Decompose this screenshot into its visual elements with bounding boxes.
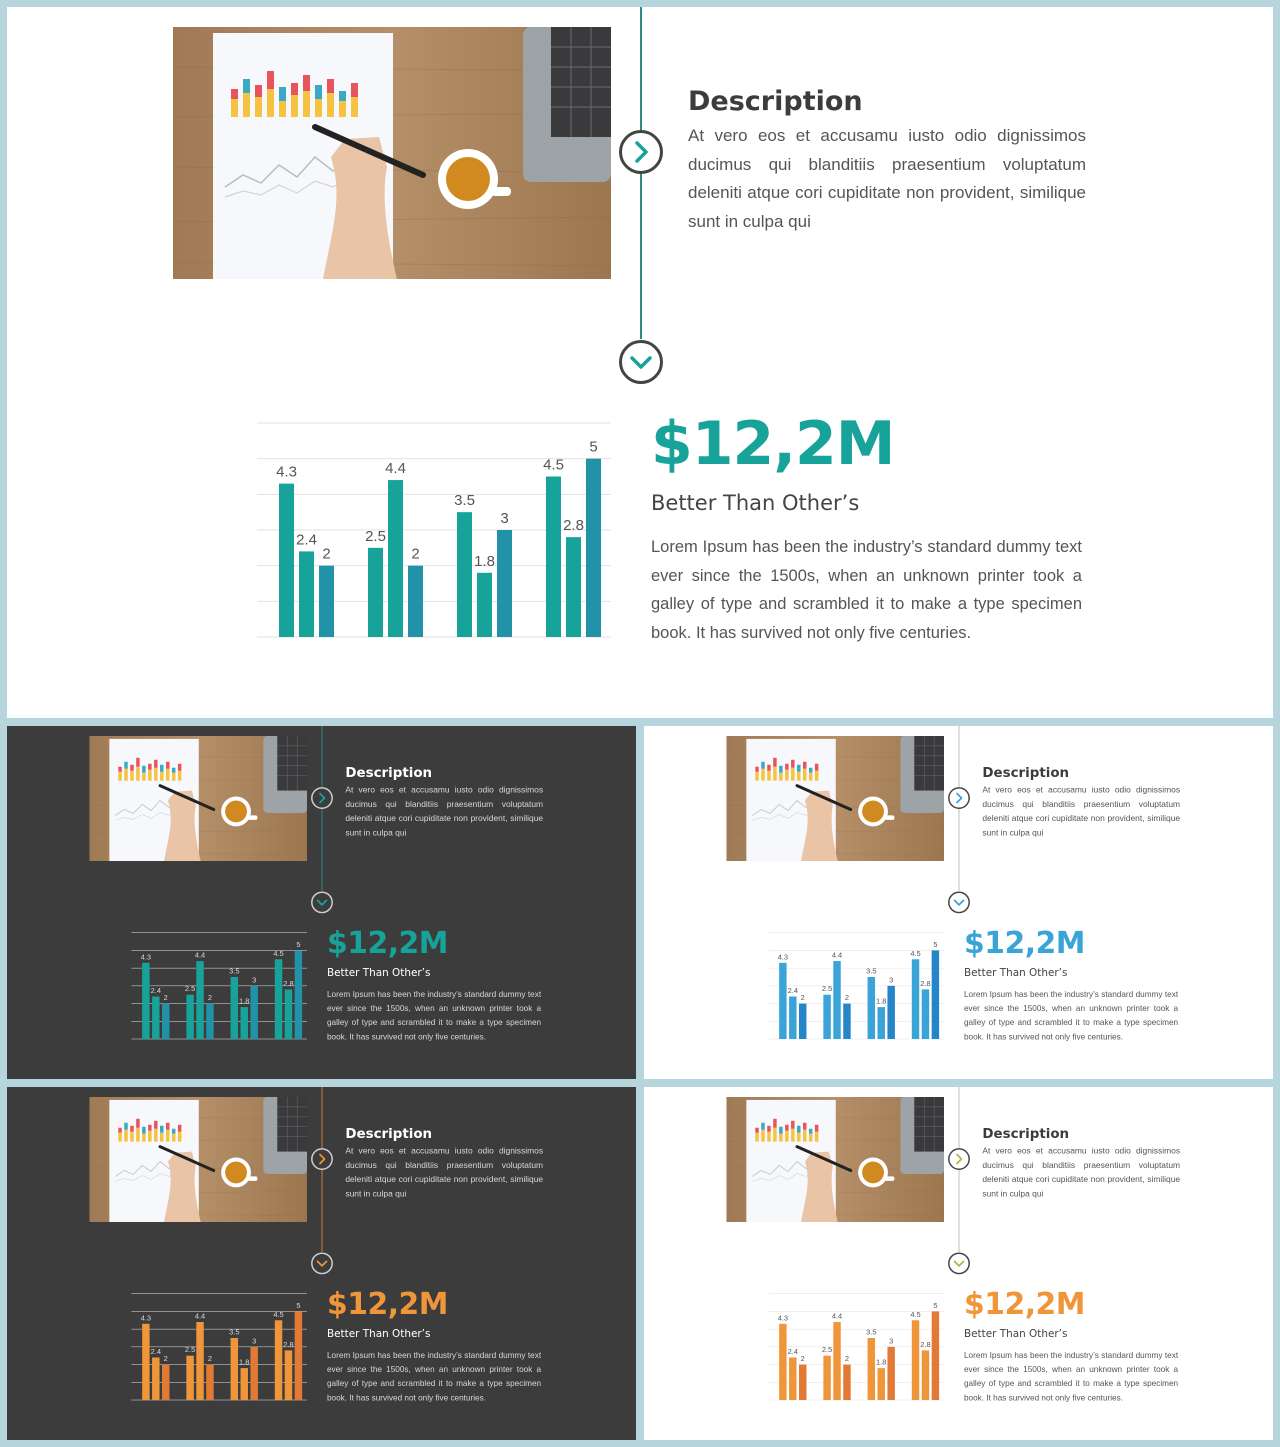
bar — [279, 484, 294, 637]
bar-value-label: 4.3 — [140, 952, 152, 962]
bar-value-label: 2 — [163, 1354, 168, 1364]
chevron-down-icon — [313, 1254, 332, 1273]
bar — [295, 1311, 302, 1400]
bar — [799, 1365, 806, 1400]
bar-value-label: 2.5 — [184, 984, 196, 994]
chevron-down-icon — [622, 343, 660, 381]
bar-value-label: 4.5 — [910, 1309, 921, 1319]
down-circle[interactable] — [311, 891, 333, 913]
photo-desk-charts — [173, 27, 611, 279]
bar — [319, 566, 334, 637]
subtitle: Better Than Other’s — [651, 491, 860, 515]
bar-value-label: 4.3 — [276, 463, 297, 481]
bar-value-label: 4.4 — [831, 1311, 843, 1321]
photo-desk-charts — [726, 1097, 944, 1222]
big-number: $12,2M — [651, 409, 895, 479]
bar-value-label: 2 — [800, 993, 805, 1003]
bar-value-label: 5 — [296, 939, 301, 949]
down-circle[interactable] — [948, 1252, 970, 1274]
bar-value-label: 1.8 — [474, 552, 495, 570]
bar-value-label: 5 — [933, 1300, 938, 1310]
bar-value-label: 2 — [844, 993, 850, 1003]
bar — [833, 1322, 840, 1400]
big-number: $12,2M — [963, 925, 1085, 961]
bar — [586, 459, 601, 637]
down-circle[interactable] — [948, 891, 970, 913]
bar-value-label: 2 — [844, 1354, 850, 1364]
next-circle[interactable] — [619, 130, 663, 174]
bar-value-label: 4.3 — [777, 952, 789, 962]
bar-value-label: 4.5 — [273, 948, 284, 958]
bar — [789, 1357, 796, 1400]
bar — [186, 995, 193, 1039]
bar — [779, 1324, 786, 1400]
bar — [206, 1365, 213, 1400]
bar-value-label: 2.5 — [821, 984, 833, 994]
bar — [932, 1311, 939, 1400]
chevron-right-icon — [313, 789, 332, 808]
bar-value-label: 2 — [207, 1354, 213, 1364]
chevron-down-icon — [950, 1254, 969, 1273]
bar — [912, 1320, 919, 1400]
slide-content — [644, 1087, 1273, 1440]
subtitle: Better Than Other’s — [326, 966, 431, 979]
bar — [912, 959, 919, 1039]
bar-value-label: 2.8 — [283, 1339, 294, 1349]
bar-value-label: 2 — [800, 1354, 805, 1364]
bar-chart — [131, 929, 307, 1043]
bar-value-label: 3.5 — [866, 1327, 877, 1337]
bar — [922, 989, 929, 1039]
bar-value-label: 2.8 — [920, 978, 931, 988]
next-circle[interactable] — [311, 787, 333, 809]
description-title: Description — [345, 1126, 433, 1142]
bar — [878, 1368, 885, 1400]
body-text: Lorem Ipsum has been the industry’s standard dummy text ever since the 1500s, when an unknown printer took a galley of type and scrambled it to make a type specimen book. It has survived not only five centuries. — [326, 1350, 542, 1403]
slide-3 — [644, 726, 1273, 1079]
bar-value-label: 5 — [296, 1300, 301, 1310]
bar — [275, 1320, 282, 1400]
chevron-right-icon — [950, 1150, 969, 1169]
bar-value-label: 3.5 — [454, 492, 475, 510]
bar-value-label: 4.3 — [777, 1313, 789, 1323]
bar — [823, 995, 830, 1039]
bar-value-label: 5 — [589, 438, 598, 456]
slide-2 — [7, 726, 636, 1079]
bar — [250, 1347, 257, 1400]
bar — [843, 1365, 850, 1400]
photo-desk-charts — [89, 736, 307, 861]
bar-value-label: 1.8 — [239, 1357, 250, 1367]
bar-value-label: 1.8 — [876, 996, 887, 1006]
bar-value-label: 3 — [252, 1336, 257, 1346]
bar-value-label: 3 — [252, 975, 257, 985]
bar-value-label: 4.4 — [194, 950, 206, 960]
bar-value-label: 1.8 — [876, 1357, 887, 1367]
bar — [799, 1004, 806, 1039]
next-circle[interactable] — [948, 787, 970, 809]
bar — [152, 996, 159, 1039]
big-number: $12,2M — [326, 925, 448, 961]
bar — [408, 566, 423, 637]
bar — [142, 963, 149, 1039]
bar-chart — [768, 929, 944, 1043]
bar — [196, 961, 203, 1039]
bar — [142, 1324, 149, 1400]
description-text: At vero eos et accusamu iusto odio dignissimos ducimus qui blanditiis praesentium voluptatum deleniti atque cori cupiditate non provident, similique sunt in culpa qui — [345, 785, 544, 838]
bar-chart — [768, 1290, 944, 1404]
bar — [299, 551, 314, 637]
description-text: At vero eos et accusamu iusto odio dignissimos ducimus qui blanditiis praesentium voluptatum deleniti atque cori cupiditate non provident, similique sunt in culpa qui — [982, 785, 1181, 838]
bar — [789, 996, 796, 1039]
bar-value-label: 2.4 — [150, 986, 161, 996]
bar-value-label: 2.8 — [283, 978, 294, 988]
bar — [497, 530, 512, 637]
bar — [833, 961, 840, 1039]
bar — [868, 977, 875, 1039]
bar-value-label: 3 — [889, 975, 894, 985]
bar-value-label: 2.4 — [787, 1347, 798, 1357]
bar-value-label: 1.8 — [239, 996, 250, 1006]
bar-value-label: 3.5 — [866, 966, 877, 976]
bar — [457, 512, 472, 637]
description-title: Description — [345, 765, 433, 781]
bar-value-label: 4.5 — [910, 948, 921, 958]
bar-value-label: 2.8 — [920, 1339, 931, 1349]
slide-content — [7, 7, 1273, 718]
big-number: $12,2M — [963, 1286, 1085, 1322]
bar — [241, 1368, 248, 1400]
bar-value-label: 2.5 — [821, 1345, 833, 1355]
bar — [250, 986, 257, 1039]
chevron-down-icon — [313, 893, 332, 912]
slide-content — [7, 1087, 636, 1440]
body-text: Lorem Ipsum has been the industry’s standard dummy text ever since the 1500s, when an unknown printer took a galley of type and scrambled it to make a type specimen book. It has survived not only five centuries. — [963, 989, 1179, 1042]
bar — [206, 1004, 213, 1039]
bar-value-label: 2 — [163, 993, 168, 1003]
bar — [275, 959, 282, 1039]
bar-value-label: 2 — [207, 993, 213, 1003]
bar-value-label: 2.5 — [184, 1345, 196, 1355]
bar — [546, 477, 561, 638]
bar — [843, 1004, 850, 1039]
bar-value-label: 2.5 — [365, 527, 386, 545]
bar — [566, 537, 581, 637]
bar — [196, 1322, 203, 1400]
subtitle: Better Than Other’s — [963, 1327, 1068, 1340]
slide-4 — [7, 1087, 636, 1440]
chevron-right-icon — [622, 133, 660, 171]
bar-value-label: 3 — [500, 510, 509, 527]
description-text: At vero eos et accusamu iusto odio dignissimos ducimus qui blanditiis praesentium voluptatum deleniti atque cori cupiditate non provident, similique sunt in culpa qui — [688, 126, 1086, 231]
description-title: Description — [982, 1126, 1070, 1142]
next-circle[interactable] — [311, 1148, 333, 1170]
next-circle[interactable] — [948, 1148, 970, 1170]
down-circle[interactable] — [311, 1252, 333, 1274]
bar-value-label: 2.4 — [296, 531, 317, 549]
bar-value-label: 4.4 — [194, 1311, 206, 1321]
bar — [162, 1365, 169, 1400]
description-title: Description — [982, 765, 1070, 781]
subtitle: Better Than Other’s — [963, 966, 1068, 979]
bar — [285, 989, 292, 1039]
bar — [868, 1338, 875, 1400]
bar — [368, 548, 383, 637]
chevron-down-icon — [950, 893, 969, 912]
bar-value-label: 2 — [411, 545, 420, 563]
bar — [477, 573, 492, 637]
bar — [186, 1356, 193, 1400]
bar-value-label: 4.5 — [273, 1309, 284, 1319]
photo-desk-charts — [726, 736, 944, 861]
subtitle: Better Than Other’s — [326, 1327, 431, 1340]
bar-value-label: 2.8 — [563, 517, 584, 535]
body-text: Lorem Ipsum has been the industry’s standard dummy text ever since the 1500s, when an unknown printer took a galley of type and scrambled it to make a type specimen book. It has survived not only five centuries. — [326, 989, 542, 1042]
bar — [388, 480, 403, 637]
bar-value-label: 4.4 — [831, 950, 843, 960]
bar-chart — [131, 1290, 307, 1404]
bar-value-label: 4.5 — [543, 456, 564, 474]
bar — [231, 977, 238, 1039]
down-circle[interactable] — [619, 340, 663, 384]
slide-content — [644, 726, 1273, 1079]
bar — [932, 950, 939, 1039]
bar — [922, 1350, 929, 1400]
bar — [823, 1356, 830, 1400]
bar-value-label: 2 — [322, 545, 331, 563]
bar — [152, 1357, 159, 1400]
bar — [887, 1347, 894, 1400]
bar-value-label: 5 — [933, 939, 938, 949]
description-title: Description — [688, 86, 863, 117]
slide-5 — [644, 1087, 1273, 1440]
body-text: Lorem Ipsum has been the industry’s standard dummy text ever since the 1500s, when an unknown printer took a galley of type and scrambled it to make a type specimen book. It has survived not only five centuries. — [651, 538, 1082, 642]
bar — [878, 1007, 885, 1039]
bar — [162, 1004, 169, 1039]
bar-value-label: 4.3 — [140, 1313, 152, 1323]
chevron-right-icon — [313, 1150, 332, 1169]
bar-value-label: 2.4 — [150, 1347, 161, 1357]
bar — [285, 1350, 292, 1400]
bar — [779, 963, 786, 1039]
bar — [231, 1338, 238, 1400]
bar — [241, 1007, 248, 1039]
bar — [887, 986, 894, 1039]
photo-desk-charts — [89, 1097, 307, 1222]
slide-1 — [7, 7, 1273, 718]
chevron-right-icon — [950, 789, 969, 808]
body-text: Lorem Ipsum has been the industry’s standard dummy text ever since the 1500s, when an unknown printer took a galley of type and scrambled it to make a type specimen book. It has survived not only five centuries. — [963, 1350, 1179, 1403]
bar-value-label: 3 — [889, 1336, 894, 1346]
bar-value-label: 3.5 — [229, 966, 240, 976]
bar — [295, 950, 302, 1039]
bar-value-label: 3.5 — [229, 1327, 240, 1337]
slide-content — [7, 726, 636, 1079]
bar-chart — [257, 415, 611, 645]
description-text: At vero eos et accusamu iusto odio dignissimos ducimus qui blanditiis praesentium voluptatum deleniti atque cori cupiditate non provident, similique sunt in culpa qui — [345, 1146, 544, 1199]
big-number: $12,2M — [326, 1286, 448, 1322]
bar-value-label: 4.4 — [385, 460, 406, 478]
description-text: At vero eos et accusamu iusto odio dignissimos ducimus qui blanditiis praesentium voluptatum deleniti atque cori cupiditate non provident, similique sunt in culpa qui — [982, 1146, 1181, 1199]
bar-value-label: 2.4 — [787, 986, 798, 996]
